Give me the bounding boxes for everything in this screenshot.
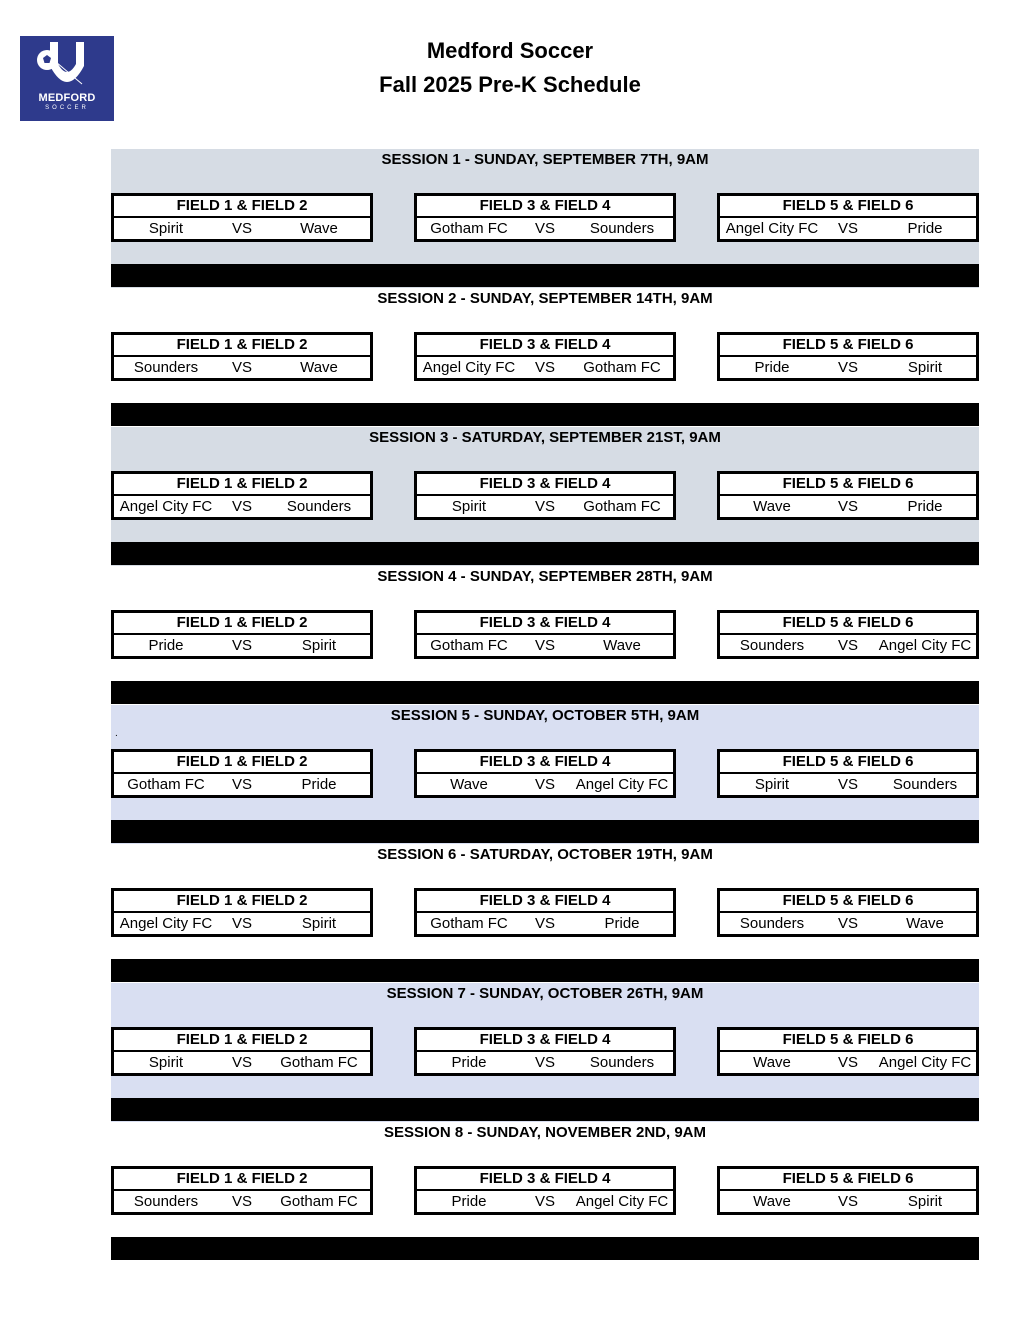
vs-label: VS xyxy=(231,359,252,376)
field-box-1-2 xyxy=(111,888,373,937)
vs-label: VS xyxy=(837,359,858,376)
session-2 xyxy=(111,288,979,427)
away-team: Gotham FC xyxy=(583,359,661,376)
away-team: Angel City FC xyxy=(878,637,972,654)
field-label: FIELD 1 & FIELD 2 xyxy=(114,891,370,913)
session-divider xyxy=(111,820,979,843)
session-title: SESSION 8 - SUNDAY, NOVEMBER 2ND, 9AM xyxy=(111,1122,979,1144)
away-team: Spirit xyxy=(907,359,943,376)
field-box-3-4 xyxy=(414,610,676,659)
away-team: Spirit xyxy=(301,915,337,932)
field-label: FIELD 5 & FIELD 6 xyxy=(720,474,976,496)
field-label: FIELD 3 & FIELD 4 xyxy=(417,752,673,774)
vs-label: VS xyxy=(231,637,252,654)
away-team: Pride xyxy=(604,915,640,932)
vs-label: VS xyxy=(837,1193,858,1210)
field-label: FIELD 1 & FIELD 2 xyxy=(114,752,370,774)
stray-dot: . xyxy=(115,728,118,739)
away-team: Gotham FC xyxy=(280,1193,358,1210)
away-team: Angel City FC xyxy=(878,1054,972,1071)
session-title: SESSION 5 - SUNDAY, OCTOBER 5TH, 9AM xyxy=(390,707,700,724)
home-team: Pride xyxy=(148,637,184,654)
home-team: Wave xyxy=(450,776,488,793)
field-box-1-2 xyxy=(111,610,373,659)
session-divider xyxy=(111,403,979,426)
matchup-row xyxy=(114,218,370,239)
matchup-row xyxy=(114,1191,370,1212)
field-box-5-6 xyxy=(717,749,979,798)
session-title: SESSION 7 - SUNDAY, OCTOBER 26TH, 9AM xyxy=(386,985,704,1002)
away-team: Wave xyxy=(300,220,338,237)
matchup-row xyxy=(720,496,976,517)
vs-label: VS xyxy=(231,220,252,237)
vs-label: VS xyxy=(837,1054,858,1071)
field-box-3-4 xyxy=(414,332,676,381)
matchup-row xyxy=(720,913,976,934)
session-divider xyxy=(111,1237,979,1260)
matchup-row xyxy=(114,774,370,795)
matchup-row xyxy=(720,1052,976,1073)
field-box-3-4 xyxy=(414,1027,676,1076)
field-label: FIELD 3 & FIELD 4 xyxy=(417,335,673,357)
matchup-row xyxy=(417,496,673,517)
vs-label: VS xyxy=(534,915,555,932)
field-label: FIELD 5 & FIELD 6 xyxy=(720,891,976,913)
matchup-row xyxy=(720,635,976,656)
field-box-1-2 xyxy=(111,749,373,798)
field-box-5-6 xyxy=(717,193,979,242)
logo-subtext: SOCCER xyxy=(45,105,89,111)
session-divider xyxy=(111,264,979,287)
session-title: SESSION 4 - SUNDAY, SEPTEMBER 28TH, 9AM xyxy=(111,566,979,588)
field-label: FIELD 3 & FIELD 4 xyxy=(417,196,673,218)
field-box-1-2 xyxy=(111,193,373,242)
matchup-row xyxy=(417,357,673,378)
field-box-5-6 xyxy=(717,888,979,937)
away-team: Sounders xyxy=(589,1054,655,1071)
home-team: Angel City FC xyxy=(119,498,213,515)
field-label: FIELD 1 & FIELD 2 xyxy=(114,474,370,496)
vs-label: VS xyxy=(534,776,555,793)
field-box-3-4 xyxy=(414,1166,676,1215)
session-divider xyxy=(111,1098,979,1121)
vs-label: VS xyxy=(837,637,858,654)
field-label: FIELD 1 & FIELD 2 xyxy=(114,196,370,218)
away-team: Pride xyxy=(907,498,943,515)
away-team: Pride xyxy=(907,220,943,237)
session-4 xyxy=(111,566,979,705)
home-team: Sounders xyxy=(739,637,805,654)
field-label: FIELD 5 & FIELD 6 xyxy=(720,196,976,218)
vs-label: VS xyxy=(837,220,858,237)
field-box-5-6 xyxy=(717,1027,979,1076)
field-box-3-4 xyxy=(414,471,676,520)
field-box-1-2 xyxy=(111,1027,373,1076)
home-team: Sounders xyxy=(133,359,199,376)
vs-label: VS xyxy=(534,637,555,654)
away-team: Spirit xyxy=(301,637,337,654)
matchup-row xyxy=(114,496,370,517)
vs-label: VS xyxy=(534,498,555,515)
session-5 xyxy=(111,705,979,844)
home-team: Spirit xyxy=(451,498,487,515)
home-team: Gotham FC xyxy=(430,220,508,237)
matchup-row xyxy=(417,218,673,239)
field-box-1-2 xyxy=(111,471,373,520)
session-3 xyxy=(111,427,979,566)
session-title: SESSION 1 - SUNDAY, SEPTEMBER 7TH, 9AM xyxy=(381,151,709,168)
field-label: FIELD 3 & FIELD 4 xyxy=(417,1030,673,1052)
field-label: FIELD 3 & FIELD 4 xyxy=(417,474,673,496)
away-team: Wave xyxy=(603,637,641,654)
field-box-1-2 xyxy=(111,1166,373,1215)
session-7 xyxy=(111,983,979,1122)
session-divider xyxy=(111,681,979,704)
matchup-row xyxy=(417,1052,673,1073)
home-team: Gotham FC xyxy=(430,637,508,654)
home-team: Sounders xyxy=(739,915,805,932)
away-team: Sounders xyxy=(892,776,958,793)
home-team: Wave xyxy=(753,1054,791,1071)
field-box-5-6 xyxy=(717,332,979,381)
page-title: Medford Soccer xyxy=(426,38,594,63)
field-label: FIELD 1 & FIELD 2 xyxy=(114,613,370,635)
session-1 xyxy=(111,149,979,288)
matchup-row xyxy=(417,635,673,656)
vs-label: VS xyxy=(231,498,252,515)
field-box-5-6 xyxy=(717,610,979,659)
field-label: FIELD 5 & FIELD 6 xyxy=(720,1169,976,1191)
matchup-row xyxy=(114,635,370,656)
field-label: FIELD 1 & FIELD 2 xyxy=(114,1169,370,1191)
home-team: Pride xyxy=(451,1054,487,1071)
matchup-row xyxy=(114,1052,370,1073)
home-team: Angel City FC xyxy=(119,915,213,932)
home-team: Gotham FC xyxy=(430,915,508,932)
matchup-row xyxy=(720,774,976,795)
field-box-3-4 xyxy=(414,749,676,798)
session-title: SESSION 2 - SUNDAY, SEPTEMBER 14TH, 9AM xyxy=(111,288,979,310)
logo-wordmark: MEDFORD xyxy=(38,92,96,104)
field-box-1-2 xyxy=(111,332,373,381)
home-team: Pride xyxy=(754,359,790,376)
field-box-5-6 xyxy=(717,1166,979,1215)
away-team: Wave xyxy=(906,915,944,932)
field-label: FIELD 3 & FIELD 4 xyxy=(417,613,673,635)
matchup-row xyxy=(720,218,976,239)
vs-label: VS xyxy=(231,1193,252,1210)
field-box-3-4 xyxy=(414,193,676,242)
home-team: Angel City FC xyxy=(422,359,516,376)
session-title: SESSION 3 - SATURDAY, SEPTEMBER 21ST, 9AM xyxy=(369,429,721,446)
away-team: Spirit xyxy=(907,1193,943,1210)
session-divider xyxy=(111,959,979,982)
field-label: FIELD 5 & FIELD 6 xyxy=(720,1030,976,1052)
field-label: FIELD 5 & FIELD 6 xyxy=(720,613,976,635)
away-team: Sounders xyxy=(286,498,352,515)
page-subtitle: Fall 2025 Pre-K Schedule xyxy=(379,72,641,97)
field-box-5-6 xyxy=(717,471,979,520)
matchup-row xyxy=(720,357,976,378)
vs-label: VS xyxy=(837,498,858,515)
away-team: Gotham FC xyxy=(583,498,661,515)
field-label: FIELD 5 & FIELD 6 xyxy=(720,335,976,357)
field-label: FIELD 1 & FIELD 2 xyxy=(114,1030,370,1052)
field-label: FIELD 5 & FIELD 6 xyxy=(720,752,976,774)
vs-label: VS xyxy=(231,915,252,932)
vs-label: VS xyxy=(231,1054,252,1071)
vs-label: VS xyxy=(534,220,555,237)
vs-label: VS xyxy=(837,915,858,932)
matchup-row xyxy=(417,1191,673,1212)
field-label: FIELD 3 & FIELD 4 xyxy=(417,1169,673,1191)
home-team: Sounders xyxy=(133,1193,199,1210)
away-team: Gotham FC xyxy=(280,1054,358,1071)
matchup-row xyxy=(114,357,370,378)
vs-label: VS xyxy=(534,359,555,376)
home-team: Spirit xyxy=(148,220,184,237)
away-team: Wave xyxy=(300,359,338,376)
home-team: Wave xyxy=(753,498,791,515)
home-team: Angel City FC xyxy=(725,220,819,237)
home-team: Spirit xyxy=(148,1054,184,1071)
away-team: Pride xyxy=(301,776,337,793)
away-team: Angel City FC xyxy=(575,1193,669,1210)
home-team: Gotham FC xyxy=(127,776,205,793)
vs-label: VS xyxy=(231,776,252,793)
field-label: FIELD 1 & FIELD 2 xyxy=(114,335,370,357)
matchup-row xyxy=(114,913,370,934)
matchup-row xyxy=(417,913,673,934)
matchup-row xyxy=(417,774,673,795)
vs-label: VS xyxy=(837,776,858,793)
field-box-3-4 xyxy=(414,888,676,937)
home-team: Pride xyxy=(451,1193,487,1210)
vs-label: VS xyxy=(534,1054,555,1071)
away-team: Sounders xyxy=(589,220,655,237)
field-label: FIELD 3 & FIELD 4 xyxy=(417,891,673,913)
vs-label: VS xyxy=(534,1193,555,1210)
session-8 xyxy=(111,1122,979,1261)
session-title: SESSION 6 - SATURDAY, OCTOBER 19TH, 9AM xyxy=(111,844,979,866)
matchup-row xyxy=(720,1191,976,1212)
away-team: Angel City FC xyxy=(575,776,669,793)
session-divider xyxy=(111,542,979,565)
session-6 xyxy=(111,844,979,983)
home-team: Wave xyxy=(753,1193,791,1210)
home-team: Spirit xyxy=(754,776,790,793)
